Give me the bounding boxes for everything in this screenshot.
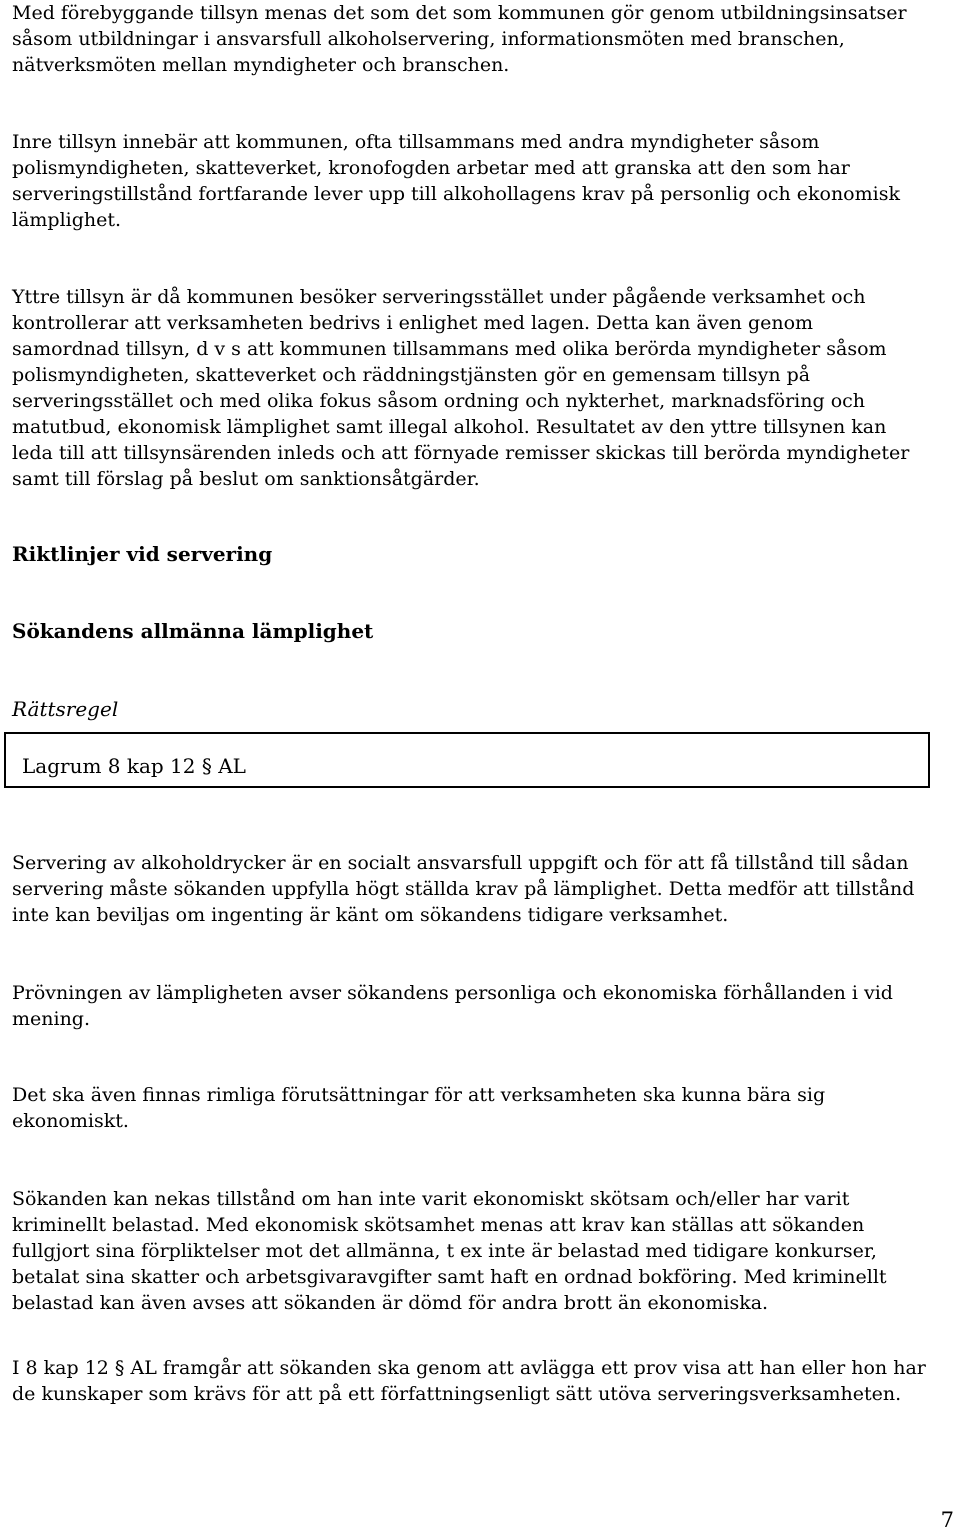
text-line: samordnad tillsyn, d v s att kommunen tillsammans med olika berörda myndigheter såsom [12, 338, 887, 360]
paragraph-external-supervision [12, 284, 952, 492]
text-line: kriminellt belastad. Med ekonomisk skötsamhet menas att krav kan ställas att sökanden [12, 1214, 865, 1236]
text-line: inte kan beviljas om ingenting är känt om sökandens tidigare verksamhet. [12, 904, 729, 926]
text-line: kontrollerar att verksamheten bedrivs i enlighet med lagen. Detta kan även genom [12, 312, 814, 334]
text-line: matutbud, ekonomisk lämplighet samt illegal alkohol. Resultatet av den yttre tillsynen kan [12, 416, 887, 438]
text-line: belastad kan även avses att sökanden är dömd för andra brott än ekonomiska. [12, 1292, 769, 1314]
text-line: I 8 kap 12 § AL framgår att sökanden ska genom att avlägga ett prov visa att han eller hon har [12, 1357, 926, 1379]
paragraph-suitability-review [12, 980, 952, 1032]
heading-applicant-suitability: Sökandens allmänna lämplighet [12, 619, 374, 643]
text-line: servering måste sökanden uppfylla högt ställda krav på lämplighet. Detta medför att tillstånd [12, 878, 915, 900]
page-number: 7 [940, 1508, 954, 1532]
text-line: Yttre tillsyn är då kommunen besöker serveringsstället under pågående verksamhet och [12, 286, 866, 308]
text-line: Det ska även finnas rimliga förutsättningar för att verksamheten ska kunna bära sig [12, 1084, 826, 1106]
text-line: ekonomiskt. [12, 1110, 129, 1132]
text-line: serveringsstället och med olika fokus såsom ordning och nykterhet, marknadsföring och [12, 390, 866, 412]
text-line: fullgjort sina förpliktelser mot det allmänna, t ex inte är belastad med tidigare konkurser, [12, 1240, 877, 1262]
law-reference-box [4, 732, 930, 788]
paragraph-internal-supervision [12, 129, 952, 233]
text-line: lämplighet. [12, 209, 122, 231]
paragraph-preventive-supervision [12, 0, 952, 78]
text-line: såsom utbildningar i ansvarsfull alkoholservering, informationsmöten med branschen, [12, 28, 845, 50]
paragraph-economic-conditions [12, 1082, 952, 1134]
subheading-legal-rule: Rättsregel [12, 697, 119, 721]
paragraph-serving-responsibility [12, 850, 952, 928]
paragraph-knowledge-test [12, 1355, 952, 1407]
text-line: Sökanden kan nekas tillstånd om han inte varit ekonomiskt skötsam och/eller har varit [12, 1188, 850, 1210]
text-line: mening. [12, 1008, 91, 1030]
text-line: polismyndigheten, skatteverket, kronofogden arbetar med att granska att den som har [12, 157, 850, 179]
text-line: Prövningen av lämpligheten avser sökandens personliga och ekonomiska förhållanden i vid [12, 982, 893, 1004]
text-line: de kunskaper som krävs för att på ett författningsenligt sätt utöva serveringsverksamheten. [12, 1383, 902, 1405]
text-line: Inre tillsyn innebär att kommunen, ofta tillsammans med andra myndigheter såsom [12, 131, 820, 153]
text-line: Servering av alkoholdrycker är en socialt ansvarsfull uppgift och för att få tillstånd till sådan [12, 852, 909, 874]
text-line: Med förebyggande tillsyn menas det som det som kommunen gör genom utbildningsinsatser [12, 2, 907, 24]
text-line: samt till förslag på beslut om sanktionsåtgärder. [12, 468, 480, 490]
law-reference-text: Lagrum 8 kap 12 § AL [22, 754, 246, 778]
text-line: polismyndigheten, skatteverket och räddningstjänsten gör en gemensam tillsyn på [12, 364, 811, 386]
paragraph-denial-grounds [12, 1186, 952, 1316]
text-line: nätverksmöten mellan myndigheter och branschen. [12, 54, 510, 76]
heading-serving-guidelines: Riktlinjer vid servering [12, 542, 273, 566]
text-line: betalat sina skatter och arbetsgivaravgifter samt haft en ordnad bokföring. Med kriminellt [12, 1266, 887, 1288]
text-line: serveringstillstånd fortfarande lever upp till alkohollagens krav på personlig och ekonomisk [12, 183, 900, 205]
text-line: leda till att tillsynsärenden inleds och att förnyade remisser skickas till berörda myndigheter [12, 442, 910, 464]
